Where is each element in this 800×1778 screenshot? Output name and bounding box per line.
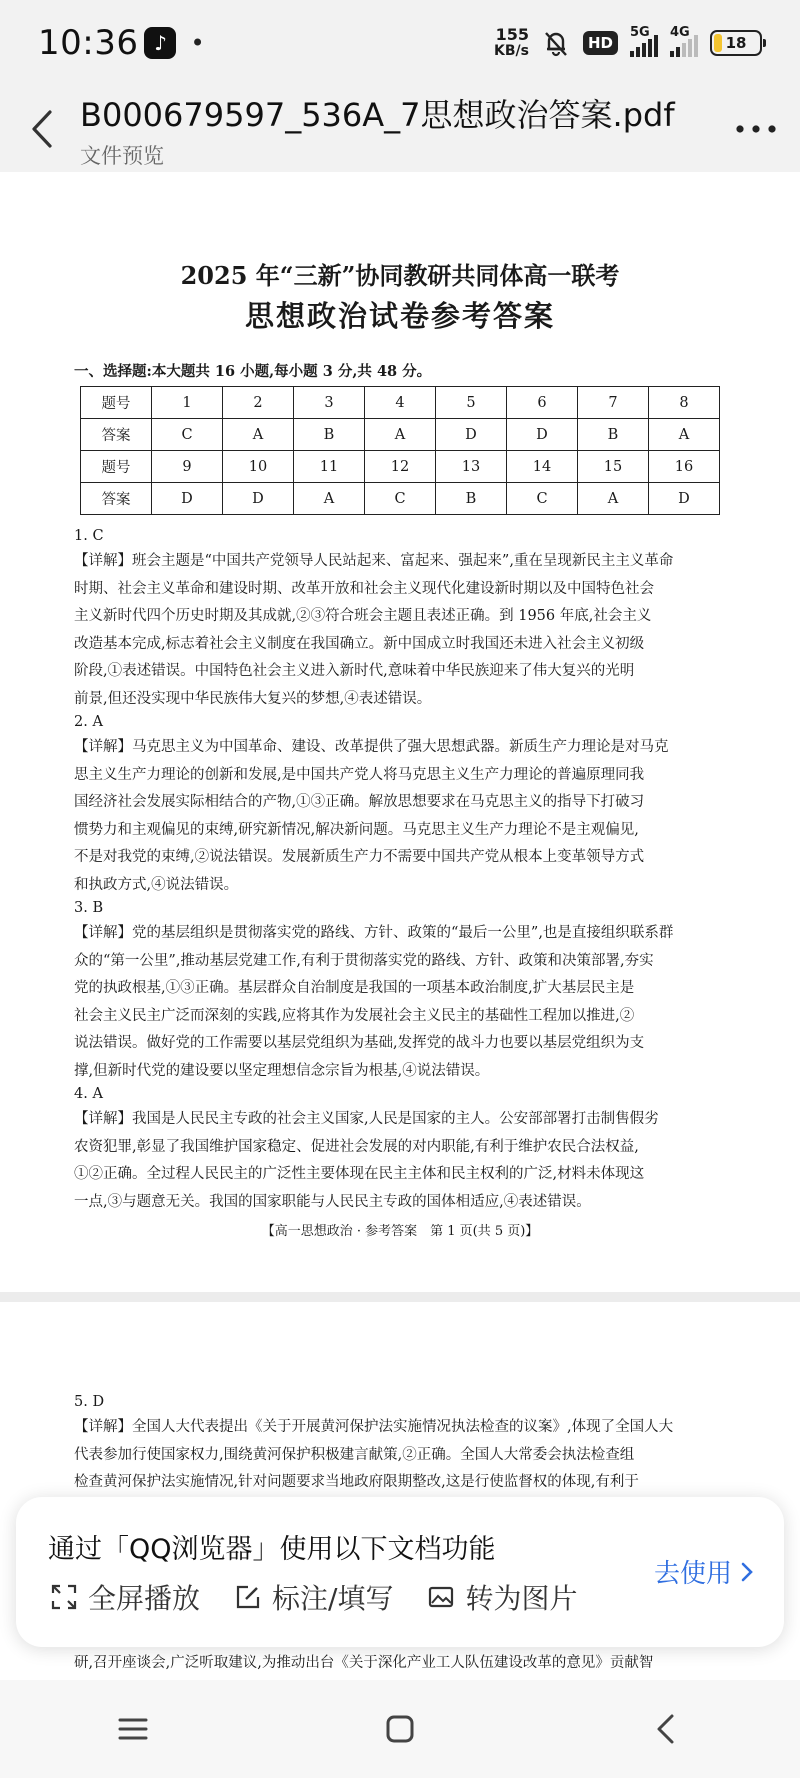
explanation-line: 撑,但新时代党的建设要以坚定理想信念宗旨为根基,④说法错误。 <box>74 1062 490 1079</box>
table-row <box>81 419 720 451</box>
popup-title: 通过「QQ浏览器」使用以下文档功能 <box>48 1534 496 1565</box>
explanation-q1 <box>74 524 734 714</box>
explanation-q5 <box>74 1390 734 1497</box>
qq-browser-popup <box>16 1497 784 1647</box>
question-explanation <box>74 1106 734 1216</box>
mute-bell-icon <box>541 28 571 58</box>
table-cell: 11 <box>294 451 365 483</box>
table-cell: D <box>649 483 720 515</box>
question-explanation <box>74 548 734 714</box>
explanation-line: 党的执政根基,①③正确。基层群众自治制度是我国的一项基本政治制度,扩大基层民主是 <box>74 980 635 997</box>
explanation-q3 <box>74 896 734 1086</box>
question-number: 2. A <box>74 714 103 730</box>
question-explanation <box>74 1414 734 1497</box>
network-speed <box>494 27 529 59</box>
signal-5g-label: 5G <box>630 25 650 40</box>
explanation-line: 【详解】马克思主义为中国革命、建设、改革提供了强大思想武器。新质生产力理论是对马克 <box>74 739 669 755</box>
app-header <box>0 86 800 172</box>
fullscreen-icon <box>50 1583 78 1611</box>
table-cell: A <box>365 419 436 451</box>
menu-icon[interactable] <box>113 1709 153 1749</box>
table-cell: 14 <box>507 451 578 483</box>
explanation-line: 时期、社会主义革命和建设时期、改革开放和社会主义现代化建设新时期以及中国特色社会 <box>74 580 654 597</box>
edit-icon <box>234 1583 262 1611</box>
table-cell: D <box>152 483 223 515</box>
go-use-label: 去使用 <box>653 1559 732 1589</box>
question-explanation <box>74 734 734 900</box>
signal-5g-icon <box>630 25 658 57</box>
table-row <box>81 451 720 483</box>
chevron-right-icon <box>740 1560 754 1584</box>
tiktok-notification-icon: ♪ <box>144 27 176 59</box>
table-cell: 4 <box>365 387 436 419</box>
question-explanation <box>74 920 734 1086</box>
question-number: 1. C <box>74 528 104 544</box>
status-icons <box>494 27 762 59</box>
convert-image-label: 转为图片 <box>465 1582 578 1615</box>
table-cell: 3 <box>294 387 365 419</box>
annotate-fill-option[interactable] <box>234 1577 393 1617</box>
explanation-line: 【详解】党的基层组织是贯彻落实党的路线、方针、政策的“最后一公里”,也是直接组织联系群 <box>74 925 674 941</box>
explanation-line: 研,召开座谈会,广泛听取建议,为推动出台《关于深化产业工人队伍建设改革的意见》贡献智 <box>74 1655 654 1671</box>
document-title-line2: 思想政治试卷参考答案 <box>244 299 555 333</box>
explanation-line: 【详解】全国人大代表提出《关于开展黄河保护法实施情况执法检查的议案》,体现了全国人大 <box>74 1419 674 1435</box>
table-cell: 1 <box>152 387 223 419</box>
convert-image-option[interactable] <box>427 1577 577 1617</box>
table-cell: B <box>578 419 649 451</box>
page-footer: 【高一思想政治 · 参考答案 第 1 页(共 5 页)】 <box>261 1224 539 1239</box>
status-bar <box>0 0 800 86</box>
table-cell: A <box>223 419 294 451</box>
table-cell: 15 <box>578 451 649 483</box>
table-cell: 12 <box>365 451 436 483</box>
more-options-icon[interactable] <box>732 114 780 144</box>
explanation-line: 检查黄河保护法实施情况,针对问题要求当地政府限期整改,这是行使监督权的体现,有利于 <box>74 1474 639 1491</box>
explanation-line: 和执政方式,④说法错误。 <box>74 876 239 893</box>
table-cell: 10 <box>223 451 294 483</box>
explanation-line: 惯势力和主观偏见的束缚,研究新情况,解决新问题。马克思主义生产力理论不是主观偏见, <box>74 821 639 838</box>
question-number: 3. B <box>74 900 104 916</box>
explanation-line-partial <box>74 1650 734 1678</box>
table-cell: B <box>294 419 365 451</box>
explanation-line: 众的“第一公里”,推动基层党建工作,有利于贯彻落实党的路线、方针、政策和决策部署,夯实 <box>74 952 654 969</box>
table-cell: D <box>223 483 294 515</box>
table-row-label: 题号 <box>81 451 152 483</box>
explanation-line: 改造基本完成,标志着社会主义制度在我国确立。新中国成立时我国还未进入社会主义初级 <box>74 635 645 652</box>
table-cell: A <box>578 483 649 515</box>
explanation-line: 【详解】班会主题是“中国共产党领导人民站起来、富起来、强起来”,重在呈现新民主主义革命 <box>74 553 674 569</box>
signal-4g-label: 4G <box>670 25 690 40</box>
explanation-line: 不是对我党的束缚,②说法错误。发展新质生产力不需要中国共产党从根本上变革领导方式 <box>74 849 645 866</box>
battery-level: 18 <box>725 34 747 52</box>
header-text <box>80 90 720 170</box>
document-title-line1: 2025 年“三新”协同教研共同体高一联考 <box>180 261 620 290</box>
table-cell: A <box>649 419 720 451</box>
popup-features <box>50 1577 577 1617</box>
battery-icon <box>710 30 762 56</box>
table-row <box>81 483 720 515</box>
back-arrow-icon[interactable] <box>22 106 62 152</box>
table-row-label: 答案 <box>81 483 152 515</box>
table-cell: 2 <box>223 387 294 419</box>
explanation-line: 主义新时代四个历史时期及其成就,②③符合班会主题且表述正确。到 1956 年底,社会主义 <box>74 608 652 625</box>
go-use-button[interactable] <box>654 1553 754 1590</box>
table-cell: C <box>507 483 578 515</box>
home-icon[interactable] <box>380 1709 420 1749</box>
hd-voice-badge: HD <box>583 31 618 55</box>
table-row <box>81 387 720 419</box>
table-cell: 16 <box>649 451 720 483</box>
explanation-line: 一点,③与题意无关。我国的国家职能与人民民主专政的国体相适应,④表述错误。 <box>74 1193 591 1210</box>
question-number: 5. D <box>74 1394 105 1410</box>
network-speed-unit: KB/s <box>494 43 529 59</box>
table-cell: 9 <box>152 451 223 483</box>
image-icon <box>427 1583 455 1611</box>
table-cell: D <box>507 419 578 451</box>
explanation-line: 阶段,①表述错误。中国特色社会主义进入新时代,意味着中华民族迎来了伟大复兴的光明 <box>74 663 635 680</box>
explanation-line: 说法错误。做好党的工作需要以基层党组织为基础,发挥党的战斗力也要以基层党组织为支 <box>74 1035 645 1052</box>
answer-table <box>80 386 720 515</box>
signal-4g-icon <box>670 25 698 57</box>
system-nav-bar <box>0 1680 800 1778</box>
question-number: 4. A <box>74 1086 103 1102</box>
explanation-line: 思主义生产力理论的创新和发展,是中国共产党人将马克思主义生产力理论的普遍原理同我 <box>74 766 645 783</box>
table-cell: 8 <box>649 387 720 419</box>
annotate-fill-label: 标注/填写 <box>272 1582 394 1615</box>
table-row-label: 题号 <box>81 387 152 419</box>
table-cell: B <box>436 483 507 515</box>
file-subtitle: 文件预览 <box>80 144 164 168</box>
explanation-q2 <box>74 710 734 900</box>
explanation-line: 【详解】我国是人民民主专政的社会主义国家,人民是国家的主人。公安部部署打击制售假劣 <box>74 1111 659 1127</box>
explanation-line: 农资犯罪,彰显了我国维护国家稳定、促进社会发展的对内职能,有利于维护农民合法权益, <box>74 1138 639 1155</box>
explanation-line: 国经济社会发展实际相结合的产物,①③正确。解放思想要求在马克思主义的指导下打破习 <box>74 794 645 811</box>
table-cell: C <box>365 483 436 515</box>
table-cell: 13 <box>436 451 507 483</box>
explanation-line: 代表参加行使国家权力,围绕黄河保护积极建言献策,②正确。全国人大常委会执法检查组 <box>74 1446 635 1463</box>
table-cell: 6 <box>507 387 578 419</box>
table-cell: 7 <box>578 387 649 419</box>
notification-dot-icon: • <box>190 29 205 57</box>
explanation-line: 社会主义民主广泛而深刻的实践,应将其作为发展社会主义民主的基础性工程加以推进,② <box>74 1007 635 1024</box>
explanation-line: ①②正确。全过程人民民主的广泛性主要体现在民主主体和民主权利的广泛,材料未体现这 <box>74 1166 645 1183</box>
section-heading: 一、选择题:本大题共 16 小题,每小题 3 分,共 48 分。 <box>74 363 432 380</box>
table-row-label: 答案 <box>81 419 152 451</box>
fullscreen-play-label: 全屏播放 <box>88 1582 201 1615</box>
file-title: B000679597_536A_7思想政治答案.pdf <box>80 96 675 134</box>
fullscreen-play-option[interactable] <box>50 1577 200 1617</box>
status-time: 10:36 <box>38 23 139 63</box>
network-speed-value: 155 <box>495 25 529 44</box>
table-cell: D <box>436 419 507 451</box>
table-cell: A <box>294 483 365 515</box>
explanation-line: 前景,但还没实现中华民族伟大复兴的梦想,④表述错误。 <box>74 690 432 707</box>
nav-back-icon[interactable] <box>647 1709 687 1749</box>
table-cell: 5 <box>436 387 507 419</box>
document-page-1[interactable] <box>0 172 800 1292</box>
explanation-q4 <box>74 1082 734 1216</box>
table-cell: C <box>152 419 223 451</box>
